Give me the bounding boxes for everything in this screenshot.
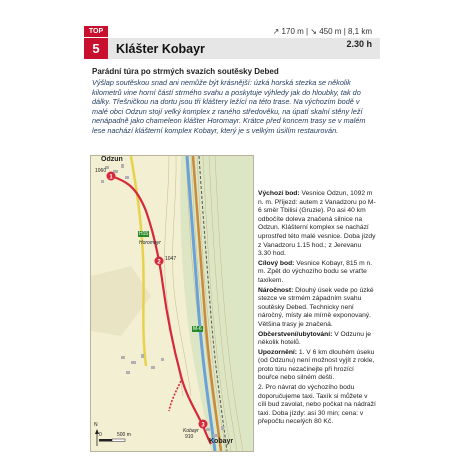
route-intro: Výšlap soutěskou snad ani nemůže být krásnější: úzká horská stezka se několik kilometrů vine horní částí strmého svahu a poskytuje výhledy jak do hloubky, tak do dálky. Třešničkou na dortu jsou tři kláštery ležící na této trase. Na výchozím bodě v malé obci Odzun stojí velký komplex z raného středověku, na úpatí skalní stěny leží nenápadně jako chameleon klášter Horomayr. Krátce před koncem trasy se v malém lese nachází klášterní komplex Kobayr, který je s velkým úsilím restaurován. xyxy=(92,78,366,135)
route-subtitle: Parádní túra po strmých svazích soutěsky Debed xyxy=(92,67,279,76)
info-end xyxy=(258,260,376,286)
info-end-label: Cílový bod: xyxy=(258,259,295,267)
info-difficulty xyxy=(258,287,376,330)
info-start-text: Vesnice Odzun, 1092 m n. m. Příjezd: autem z Vanadzoru po M-6 směr Tbilisi (Gruzie). Po asi 40 km odbočíte doleva značená silnice na Odzun. Klášterní komplex se nachází uprostřed této malé vesnice. Doba jízdy z Vanadzoru 1.15 hod.; z Jerevanu 3.30 hod. xyxy=(258,190,376,258)
village-middle xyxy=(121,354,164,374)
map-label-horomayr-alt: 1047 xyxy=(165,256,177,262)
route-branch xyxy=(169,381,181,411)
waypoint-3 xyxy=(199,420,208,429)
map-label-horomayr: Horomayr xyxy=(139,240,161,246)
map-label-kobayr-alt: 910 xyxy=(185,434,194,440)
svg-text:2: 2 xyxy=(157,259,161,266)
info-warning-2 xyxy=(258,384,376,427)
route-info xyxy=(258,190,376,428)
map-label-road-m6: M-6 xyxy=(193,326,202,332)
svg-text:3: 3 xyxy=(201,422,205,429)
route-stats: ↗ 170 m | ↘ 450 m | 8,1 km xyxy=(272,27,372,36)
map-label-kobayr: Kobayr xyxy=(183,428,199,434)
guidebook-page xyxy=(84,0,380,470)
map-north-label: N xyxy=(94,422,98,428)
page-title: Klášter Kobayr xyxy=(116,42,205,56)
map-label-odzun: Odzun xyxy=(101,156,123,163)
info-food-text: V Odzunu je několik hotelů. xyxy=(258,330,371,347)
map-label-road-h15: H15 xyxy=(139,231,149,237)
info-start xyxy=(258,190,376,259)
route-time: 2.30 h xyxy=(346,39,372,49)
info-warning-label: Upozornění: xyxy=(258,348,298,356)
info-difficulty-label: Náročnost: xyxy=(258,286,294,294)
map-label-kobayr-town: Kobayr xyxy=(209,438,234,445)
info-difficulty-text: Dlouhý úsek vede po úzké stezce ve strmém západním svahu soutěsky Debed. Technicky není náročný, místy ale mírně exponovaný. Většina trasy je značená. xyxy=(258,286,374,328)
info-warning xyxy=(258,349,376,383)
scale-bar xyxy=(99,439,125,442)
map-graphic xyxy=(91,156,253,451)
terrain-patch xyxy=(91,266,151,336)
info-food xyxy=(258,331,376,348)
waypoint-1 xyxy=(107,172,116,181)
map-scale-500: 500 m xyxy=(117,432,131,438)
svg-text:1: 1 xyxy=(109,174,113,181)
info-warning-text-1: 1. V 6 km dlouhém úseku (od Odzunu) není možnost vyjít z rokle, proto túru nezačínejte při hrozící bouřce nebo silném dešti. xyxy=(258,348,375,382)
info-end-text: Vesnice Kobayr, 815 m n. m. Zpět do výchozího bodu se vraťte taxíkem. xyxy=(258,259,373,284)
info-start-label: Výchozí bod: xyxy=(258,190,300,197)
info-warning-text-2: 2. Pro návrat do výchozího bodu doporučujeme taxi. Taxík si můžete v cíli bud zavolat, nebo počkat na nádraží taxi. Doba jízdy: asi 30 min; cena: v přepočtu necelých 80 Kč. xyxy=(258,384,376,426)
info-food-label: Občerstvení/ubytování: xyxy=(258,330,333,338)
route-map xyxy=(90,155,254,452)
route-number-badge: 5 xyxy=(84,38,108,59)
top-badge: TOP xyxy=(84,26,108,37)
map-label-odzun-alt: 1060 xyxy=(95,168,107,174)
map-scale-zero: 0 xyxy=(99,432,102,438)
waypoint-2 xyxy=(155,257,164,266)
